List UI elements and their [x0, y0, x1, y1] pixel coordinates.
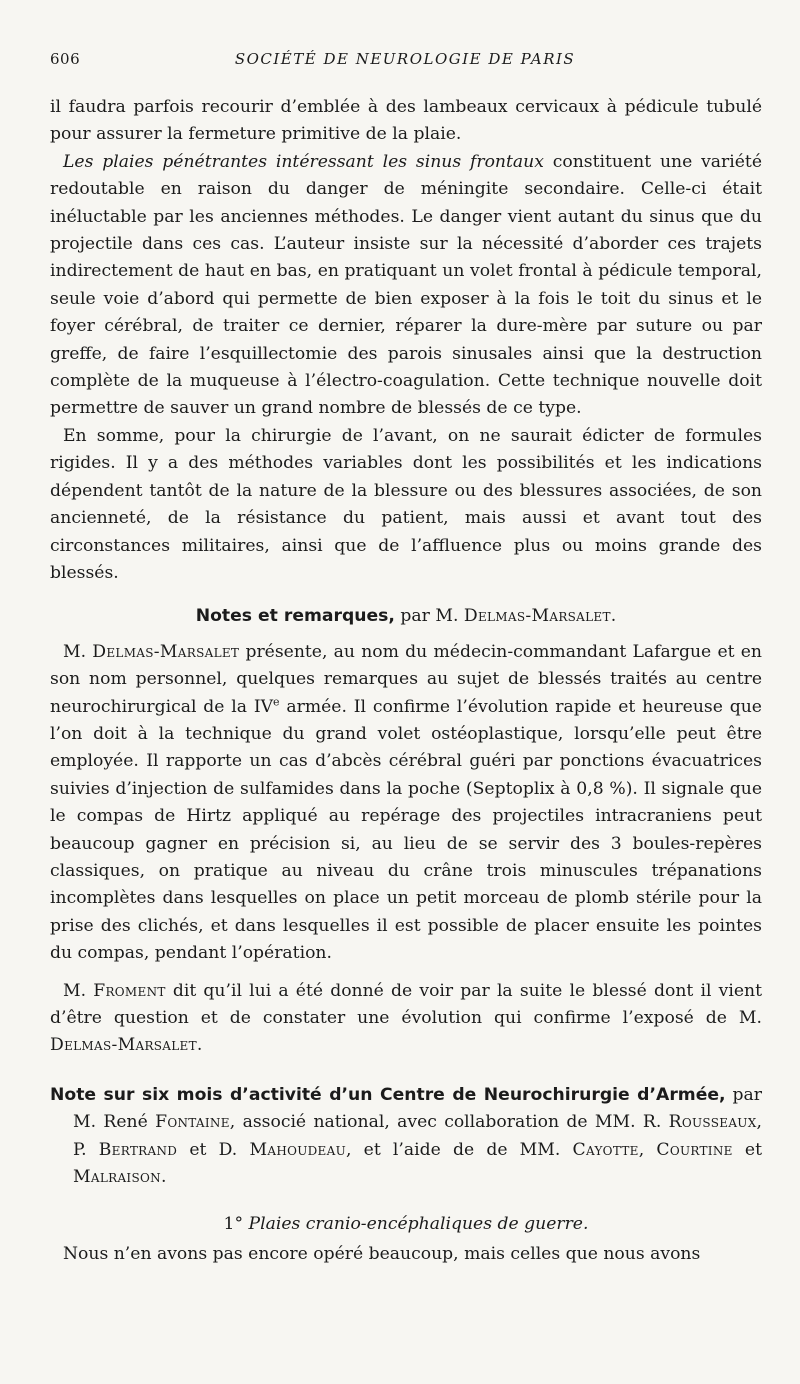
running-header: [50, 50, 760, 72]
article-heading-neurochirurgie: Note sur six mois d’activité d’un Centre de Neurochirurgie d’Armée, par M. René Fontaine, associé national, avec collaboration de MM. R. Rousseaux, P. Bertrand et D. Mahoudeau, et l’aide de de MM. Cayotte, Courtine et Malraison.: [50, 1084, 763, 1188]
author-name: Froment: [93, 980, 166, 1001]
journal-title: SOCIÉTÉ DE NEUROLOGIE DE PARIS: [234, 50, 576, 68]
paragraph-conclusion: En somme, pour la chirurgie de l’avant, on ne saurait édicter de formules rigides. Il y a des méthodes variables dont les possibilités et les indications dépendent tantôt de la nature de la blessure ou des blessures associées, de son ancienneté, de la résistance du patient, mais aussi et avant tout des circonstances militaires, ainsi que de l’affluence plus ou moins grande des blessés.: [50, 425, 762, 583]
page-body: [50, 94, 762, 1268]
subsection-heading: 1° Plaies cranio-encéphaliques de guerre.: [223, 1214, 589, 1235]
section-heading-notes: Notes et remarques, par M. Delmas-Marsalet.: [195, 606, 617, 627]
paragraph-froment: M. Froment dit qu’il lui a été donné de voir par la suite le blessé dont il vient d’être question et de constater une évolution qui confirme l’exposé de M. Delmas-Marsalet.: [50, 980, 762, 1056]
author-name: Delmas-Marsalet: [92, 641, 240, 662]
paragraph-continued: il faudra parfois recourir d’emblée à des lambeaux cervicaux à pédicule tubulé pour assurer la fermeture primitive de la plaie.: [50, 97, 762, 145]
author-name: Delmas-Marsalet: [50, 1035, 197, 1056]
paragraph-delmas-marsalet: M. Delmas-Marsalet présente, au nom du médecin-commandant Lafargue et en son nom personnel, quelques remarques au sujet de blessés traités au centre neurochirurgical de la IVe armée. Il confirme l’évolution rapide et heureuse que l’on doit à la technique du grand volet ostéoplastique, lorsqu’elle peut être employée. Il rapporte un cas d’abcès cérébral guéri par ponctions évacuatrices suivies d’injection de sulfamides dans la poche (Septoplix à 0,8 %). Il signale que le compas de Hirtz appliqué au repérage des projectiles intracraniens peut beaucoup gagner en précision si, au lieu de se servir des 3 boules-repères classiques, on pratique au niveau du crâne trois minuscules trépanations incomplètes dans lesquelles on place un petit morceau de plomb stérile pour la prise des clichés, et dans lesquelles il est possible de placer ensuite les pointes du compas, pendant l’opération.: [50, 641, 762, 964]
paragraph-frontal-sinus: Les plaies pénétrantes intéressant les sinus frontaux constituent une variété redoutable en raison du danger de méningite secondaire. Celle-ci était inéluctable par les anciennes méthodes. Le danger vient autant du sinus que du projectile dans ces cas. L’auteur insiste sur la nécessité d’aborder ces trajets indirectement de haut en bas, en pratiquant un volet frontal à pédicule temporal, seule voie d’abord qui permette de bien exposer à la fois le toit du sinus et le foyer cérébral, de traiter ce dernier, réparer la dure-mère par suture ou par greffe, de faire l’esquillectomie des parois sinusales ainsi que la destruction complète de la muqueuse à l’électro-coagulation. Cette technique nouvelle doit permettre de sauver un grand nombre de blessés de ce type.: [50, 151, 762, 419]
paragraph-final: Nous n’en avons pas encore opéré beaucoup, mais celles que nous avons: [63, 1243, 701, 1264]
italic-lead: Les plaies pénétrantes intéressant les sinus frontaux: [63, 151, 544, 172]
page-number: 606: [50, 50, 81, 68]
